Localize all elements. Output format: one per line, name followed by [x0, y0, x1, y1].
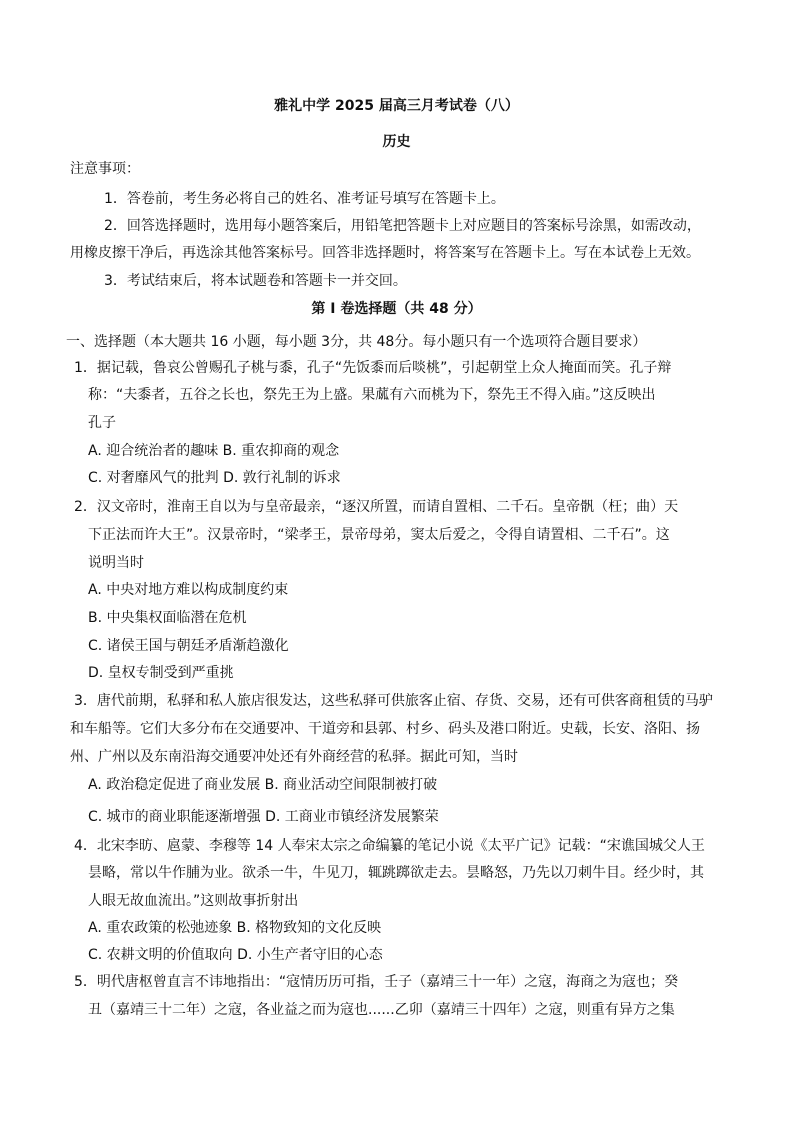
question-2-option-b: B. 中央集权面临潜在危机: [88, 610, 247, 626]
notice-item-2-cont: 用橡皮擦干净后，再选涂其他答案标号。回答非选择题时，将答案写在答题卡上。写在本试卷上无效。: [70, 245, 700, 261]
question-1-option-cd: C. 对奢靡风气的批判 D. 敦行礼制的诉求: [88, 470, 341, 486]
question-2-option-c: C. 诸侯王国与朝廷矛盾渐趋激化: [88, 638, 289, 654]
question-4-line-1: 4．北宋李昉、扈蒙、李穆等 14 人奉宋太宗之命编纂的笔记小说《太平广记》记载：“宋谯国城父人王: [74, 838, 705, 854]
question-2-line-1: 2．汉文帝时，淮南王自以为与皇帝最亲，“逐汉所置，而请自置相、二千石。皇帝骪（枉；曲）天: [74, 499, 679, 515]
question-1-line-2: 称：“夫黍者，五谷之长也，祭先王为上盛。果蓏有六而桃为下，祭先王不得入庙。”这反映出: [88, 387, 656, 403]
question-3-line-2: 和车船等。它们大多分布在交通要冲、干道旁和县郭、村乡、码头及港口附近。史载，长安、洛阳、扬: [70, 721, 700, 737]
question-2-option-a: A. 中央对地方难以构成制度约束: [88, 582, 289, 598]
question-3-line-1: 3．唐代前期，私驿和私人旅店很发达，这些私驿可供旅客止宿、存货、交易，还有可供客商租赁的马驴: [74, 693, 713, 709]
question-4-line-3: 人眼无故血流出。”这则故事折射出: [88, 893, 299, 909]
question-5-line-2: 丑（嘉靖三十二年）之寇，各业益之而为寇也......乙卯（嘉靖三十四年）之寇，则重有异方之集: [88, 1002, 675, 1018]
question-5-line-1: 5．明代唐枢曾直言不讳地指出：“寇情历历可指，壬子（嘉靖三十一年）之寇，海商之为寇也；癸: [74, 974, 679, 990]
question-3-line-3: 州、广州以及东南沿海交通要冲处还有外商经营的私驿。据此可知，当时: [70, 749, 518, 765]
notice-item-3: 3．考试结束后，将本试题卷和答题卡一并交回。: [104, 273, 407, 289]
question-2-line-2: 下正法而许大王”。汉景帝时，“梁孝王，景帝母弟，窦太后爱之，令得自请置相、二千石”。这: [88, 527, 670, 543]
question-1-line-1: 1．据记载，鲁哀公曾赐孔子桃与黍，孔子“先饭黍而后啖桃”，引起朝堂上众人掩面而笑。孔子辩: [74, 360, 672, 376]
question-2-line-3: 说明当时: [88, 555, 144, 571]
exam-title: 雅礼中学 2025 届高三月考试卷（八）: [274, 98, 519, 114]
question-1-option-ab: A. 迎合统治者的趣味 B. 重农抑商的观念: [88, 443, 340, 459]
question-2-option-d: D. 皇权专制受到严重挑: [88, 665, 234, 681]
question-4-option-cd: C. 农耕文明的价值取向 D. 小生产者守旧的心态: [88, 947, 383, 963]
question-1-line-3: 孔子: [88, 415, 116, 431]
section-title: 第 I 卷选择题（共 48 分）: [311, 301, 482, 317]
question-3-option-cd: C. 城市的商业职能逐渐增强 D. 工商业市镇经济发展繁荣: [88, 809, 439, 825]
question-4-line-2: 昙略，常以牛作脯为业。欲杀一牛，牛见刀，辄跳踯欲走去。昙略怒，乃先以刀刺牛目。经少时，其: [88, 865, 704, 881]
section-instruction: 一、选择题（本大题共 16 小题，每小题 3分，共 48分。每小题只有一个选项符合题目要求）: [66, 334, 647, 350]
subject-title: 历史: [382, 134, 411, 150]
question-4-option-ab: A. 重农政策的松弛迹象 B. 格物致知的文化反映: [88, 920, 382, 936]
notice-item-2: 2．回答选择题时，选用每小题答案后，用铅笔把答题卡上对应题目的答案标号涂黑，如需改动，: [104, 218, 701, 234]
notice-heading: 注意事项：: [70, 161, 140, 177]
notice-item-1: 1．答卷前，考生务必将自己的姓名、准考证号填写在答题卡上。: [104, 191, 505, 207]
question-3-option-ab: A. 政治稳定促进了商业发展 B. 商业活动空间限制被打破: [88, 777, 438, 793]
